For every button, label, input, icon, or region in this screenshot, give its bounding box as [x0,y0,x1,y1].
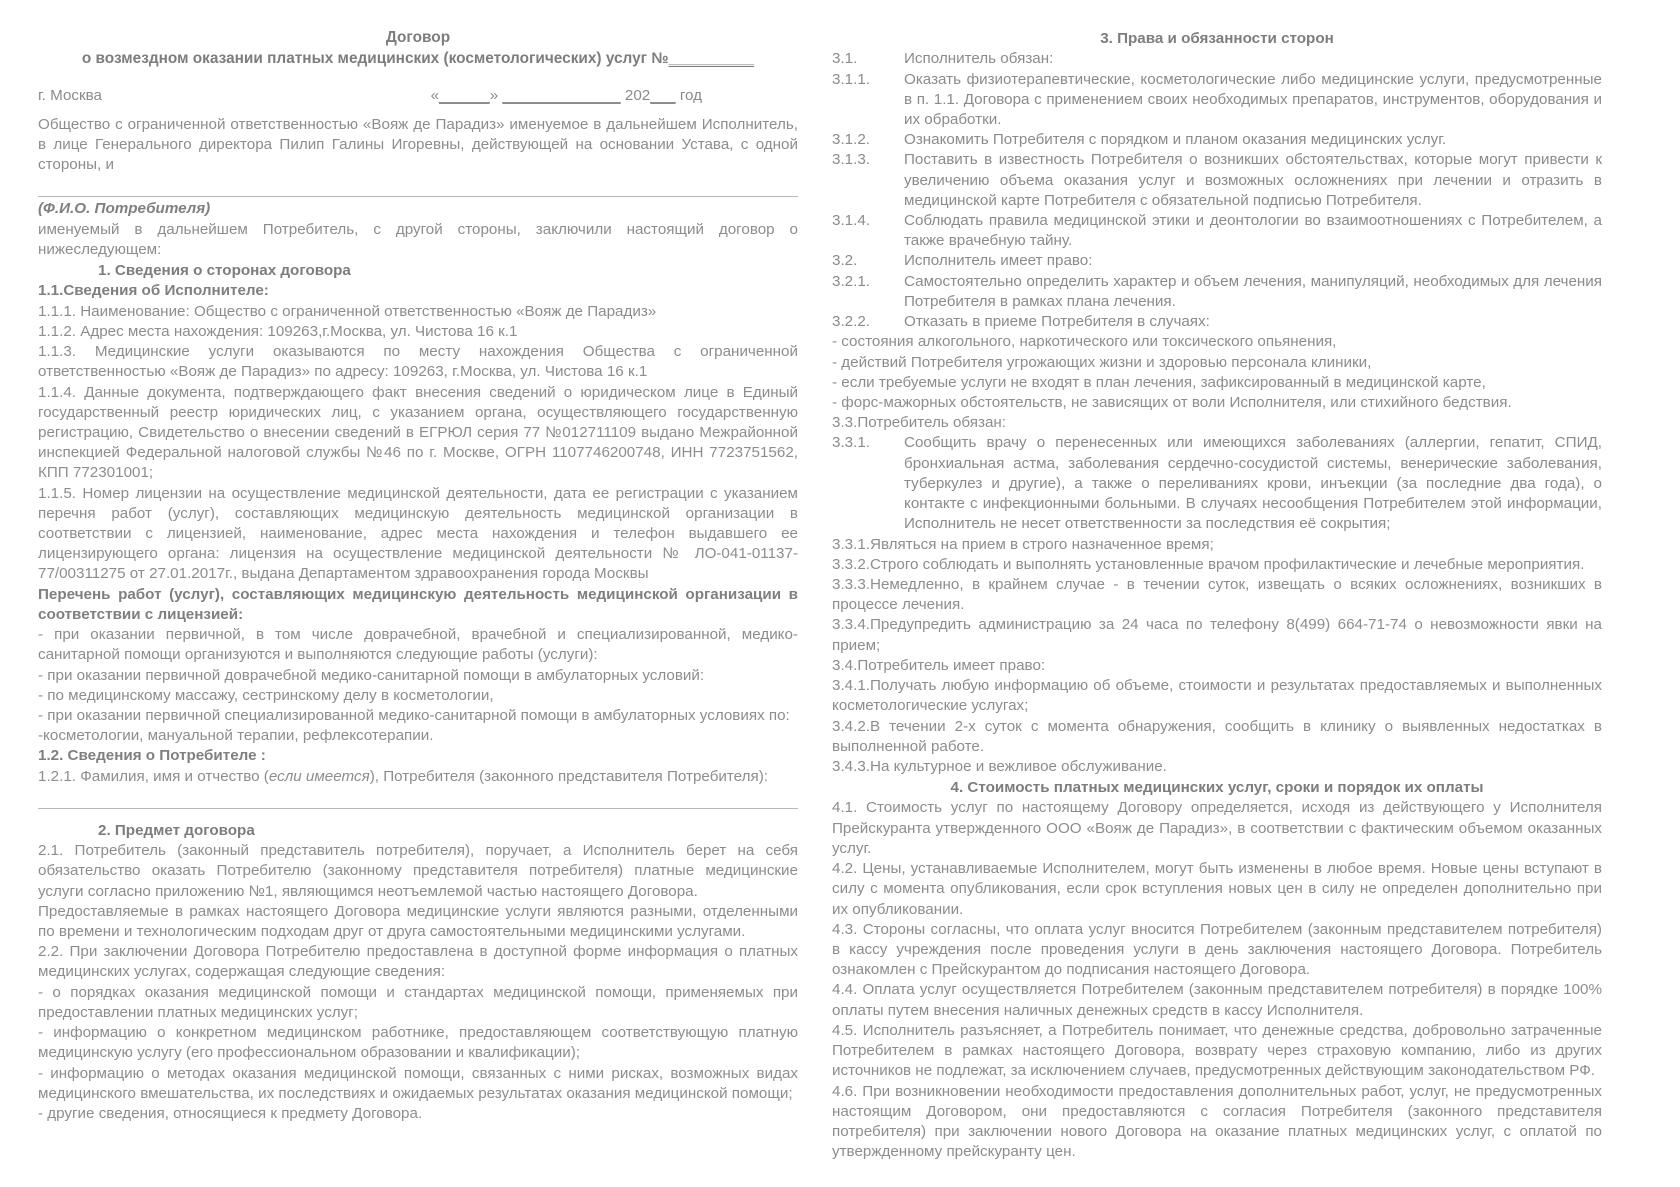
left-column [38,28,798,1124]
date-year-suffix: год [679,86,702,104]
consumer-name-fill-line[interactable] [38,196,798,197]
consumer-fio-caption: (Ф.И.О. Потребителя) [38,200,211,218]
clause-3-3-1-text: Сообщить врачу о перенесенных или имеющихся заболеваниях (аллергии, гепатит, СПИД, бронхиальная астма, заболевания сердечно-сосудистой системы, венерические заболевания, туберкулез и другие), а также о переливаниях крови, инъекции (за последние два года), о контакте с инфекционными больными. В случаях несообщения Потребителем этой информации, Исполнитель не несет ответственности за последствия её сокрытия; [904,434,1602,533]
two-column-layout [38,28,1646,1162]
consumer-right-3: 3.4.3.На культурное и вежливое обслуживание. [832,757,1167,775]
refusal-item-2: - действий Потребителя угрожающих жизни и здоровью персонала клиники, [832,353,1372,371]
date-year-prefix: 202 [624,86,651,104]
consumer-right-2: 3.4.2.В течении 2-х суток с момента обнаружения, сообщить в клинику о выявленных недостатках в выполненной работе. [832,717,1602,755]
license-works-heading: Перечень работ (услуг), составляющих медицинскую деятельность медицинской организации в соответствии с лицензией: [38,585,798,623]
clause-1-1-1: 1.1.1. Наименование: Общество с ограниченной ответственностью «Вояж де Парадиз» [38,302,657,320]
contract-number-blank[interactable]: __________ [668,49,755,67]
clause-1-1-2: 1.1.2. Адрес места нахождения: 109263,г.Москва, ул. Чистова 16 к.1 [38,322,518,340]
clause-3-2-1 [832,272,1602,312]
clause-4-6: 4.6. При возникновении необходимости предоставления дополнительных работ, услуг, не предусмотренных настоящим Договором, они предоставляются с согласия Потребителя (законного представителя потребителя) при заключении нового Договора на оказание платных медицинских услуг, с оплатой по утвержденному прейскуранту цен. [832,1082,1602,1161]
clause-3-1-3-text: Поставить в известность Потребителя о возникших обстоятельствах, которые могут привести к увеличению объема оказания услуг и возможных осложнениях при лечении и отразить в медицинской карте Потребителя с обязательной подписью Потребителя. [904,151,1602,209]
consumer-name-fill-line-2[interactable] [38,808,798,809]
clause-4-2: 4.2. Цены, устанавливаемые Исполнителем, могут быть изменены в любое время. Новые цены вступают в силу с момента опубликования, если срок вступления новых цен в силу не определен дополнительно при их опубликовании. [832,860,1602,918]
clause-2-2-item-1: - о порядках оказания медицинской помощи и стандартах медицинской помощи, применяемых при предоставлении платных медицинских услуг; [38,983,798,1021]
clause-2-1: 2.1. Потребитель (законный представитель потребителя), поручает, а Исполнитель берет на себя обязательство оказать Потребителю (законному представителя потребителя) платные медицинские услуги согласно приложению №1, являющимся неотъемлемой частью настоящего Договора. [38,842,798,900]
consumer-right-1: 3.4.1.Получать любую информацию об объеме, стоимости и результатах предоставляемых и выполненных косметологические услугах; [832,677,1602,715]
consumer-obligation-1: 3.3.1.Являться на прием в строго назначенное время; [832,535,1214,553]
spacer [38,106,798,115]
clause-3-1-number: 3.1. [832,50,858,68]
city-date-row [38,86,798,106]
spacer [38,787,798,803]
clause-3-1-2-text: Ознакомить Потребителя с порядком и планом оказания медицинских услуг. [904,131,1447,149]
clause-4-3: 4.3. Стороны согласны, что оплата услуг вносится Потребителем (законным представителем потребителя) в кассу учреждения после проведения услуги в день заключения настоящего Договора. Потребитель ознакомлен с Прейскурантом до подписания настоящего Договора. [832,920,1602,979]
section-3-4-heading: 3.4.Потребитель имеет право: [832,656,1046,674]
clause-4-5: 4.5. Исполнитель разъясняет, а Потребитель понимает, что денежные средства, добровольно затраченные Потребителем в рамках настоящего Договора, возврату через страховую компанию, либо из других источников не подлежат, за исключением случаев, предусмотренных действующим законодательством РФ. [832,1021,1602,1080]
clause-3-2 [832,251,1602,271]
clause-3-2-2-number: 3.2.2. [832,313,870,331]
section-2-heading: 2. Предмет договора [98,821,255,839]
clause-2-2-item-3: - информацию о методах оказания медицинской помощи, связанных с ними рисках, возможных видах медицинского вмешательства, их последствиях и ожидаемых результатах оказания медицинской помощи; [38,1064,798,1102]
clause-1-2-1-prefix: 1.2.1. Фамилия, имя и отчество ( [38,767,269,785]
clause-1-2-1-suffix: ), Потребителя (законного представителя Потребителя): [369,767,768,785]
consumer-obligation-4: 3.3.4.Предупредить администрацию за 24 часа по телефону 8(499) 664-71-74 о невозможности явки на прием; [832,616,1602,654]
clause-3-1-4 [832,211,1602,251]
document-subtitle-text: о возмездном оказании платных медицинских (косметологических) услуг № [81,49,669,67]
section-4-heading: 4. Стоимость платных медицинских услуг, сроки и порядок их оплаты [950,779,1484,797]
clause-3-2-2-text: Отказать в приеме Потребителя в случаях: [904,313,1210,331]
spacer [38,811,798,820]
clause-3-1-4-number: 3.1.4. [832,212,870,230]
right-column [832,28,1602,1162]
license-item-4: - при оказании первичной специализированной медико-санитарной помощи в амбулаторных условиях по: [38,707,790,724]
clause-3-3-1-number: 3.3.1. [832,434,870,452]
clause-3-1-4-text: Соблюдать правила медицинской этики и деонтологии во взаимоотношениях с Потребителем, а также врачебную тайну. [904,212,1602,250]
spacer [38,175,798,191]
clause-2-1-b: Предоставляемые в рамках настоящего Договора медицинские услуги являются разными, отделенными по времени и технологическим подходам друг от друга самостоятельными медицинскими услугами. [38,902,798,941]
date-field [431,86,702,106]
after-fio-paragraph: именуемый в дальнейшем Потребитель, с другой стороны, заключили настоящий договор о нижеследующем: [38,220,798,258]
clause-3-2-1-number: 3.2.1. [832,272,870,290]
license-item-1: - при оказании первичной, в том числе доврачебной, врачебной и специализированной, медико-санитарной помощи организуются и выполняются следующие работы (услуги): [38,626,798,664]
clause-2-2-item-4: - другие сведения, относящиеся к предмету Договора. [38,1105,423,1122]
section-3-heading: 3. Права и обязанности сторон [1100,30,1334,47]
clause-3-1-text: Исполнитель обязан: [904,50,1054,68]
clause-4-4: 4.4. Оплата услуг осуществляется Потребителем (законным представителем потребителя) в порядке 100% оплаты путем внесения наличных денежных средств в кассу Исполнителя. [832,981,1602,1019]
date-close-quote: » [489,86,499,104]
date-day-blank[interactable]: ______ [439,86,490,104]
clause-1-1-5: 1.1.5. Номер лицензии на осуществление медицинской деятельности, дата ее регистрации с указанием перечня работ (услуг), составляющих медицинскую деятельность медицинской организации в соответствии с лицензией, наименование, адрес места нахождения и телефон выдавшего ее лицензирующего органа: лицензия на осуществление медицинской деятельности № ЛО-041-01137-77/00311275 от 27.01.2017г., выдана Департаментом здравоохранения города Москвы [38,484,798,583]
clause-3-1-1-number: 3.1.1. [832,70,870,88]
document-subtitle [38,49,798,70]
clause-3-1-2-number: 3.1.2. [832,131,870,149]
consumer-obligation-3: 3.3.3.Немедленно, в крайнем случае - в течении суток, извещать о всяких осложнениях, возникших в процессе лечения. [832,575,1602,614]
clause-3-3-1-detail [832,433,1602,534]
clause-3-2-number: 3.2. [832,252,858,270]
clause-3-1-2 [832,130,1602,150]
date-year-blank[interactable]: ___ [650,86,676,104]
refusal-item-3: - если требуемые услуги не входят в план лечения, зафиксированный в медицинской карте, [832,373,1486,391]
clause-1-2-1-italic: если имеется [268,767,370,785]
section-3-3-heading: 3.3.Потребитель обязан: [832,414,1006,432]
license-item-3: - по медицинскому массажу, сестринскому делу в косметологии, [38,686,494,704]
spacer [38,70,798,86]
clause-3-2-text: Исполнитель имеет право: [904,252,1093,270]
clause-1-1-3: 1.1.3. Медицинские услуги оказываются по месту нахождения Общества с ограниченной ответственностью «Вояж де Парадиз» по адресу: 109263, г.Москва, ул. Чистова 16 к.1 [38,343,798,381]
refusal-item-1: - состояния алкогольного, наркотического или токсического опьянения, [832,333,1337,351]
consumer-obligation-2: 3.3.2.Строго соблюдать и выполнять установленные врачом профилактические и лечебные мероприятия. [832,555,1585,573]
document-title: Договор [385,29,451,46]
clause-3-1-1 [832,70,1602,131]
date-open-quote: « [430,86,440,104]
clause-2-2: 2.2. При заключении Договора Потребителю предоставлена в доступной форме информация о платных медицинских услугах, содержащая следующие сведения: [38,943,798,981]
clause-2-2-item-2: - информацию о конкретном медицинском работнике, предоставляющем соответствующую платную медицинскую услугу (его профессиональном образовании и квалификации); [38,1024,798,1062]
section-1-heading: 1. Сведения о сторонах договора [98,262,351,280]
city-label: г. Москва [38,86,102,104]
clause-1-2-1 [38,767,798,787]
date-month-blank[interactable]: ______________ [502,86,621,104]
clause-3-1-3-number: 3.1.3. [832,151,870,169]
license-item-5: -косметологии, мануальной терапии, рефлексотерапии. [38,727,434,745]
refusal-item-4: - форс-мажорных обстоятельств, не зависящих от воли Исполнителя, или стихийного бедствия. [832,394,1512,411]
section-1-2-heading: 1.2. Сведения о Потребителе : [38,747,266,765]
preamble-paragraph: Общество с ограниченной ответственностью «Вояж де Парадиз» именуемое в дальнейшем Исполнитель, в лице Генерального директора Пилип Галины Игоревны, действующей на основании Устава, с одной стороны, и [38,115,798,174]
clause-3-1-3 [832,150,1602,211]
clause-1-1-4: 1.1.4. Данные документа, подтверждающего факт внесения сведений о юридическом лице в Единый государственный реестр юридических лиц, с указанием органа, осуществляющего государственную регистрацию, Свидетельство о внесении сведений в ЕГРЮЛ серия 77 №012711109 выдано Межрайонной инспекцией Федеральной налоговой службы №46 по г. Москве, ОГРН 1107746200748, ИНН 7723751562, КПП 772301001; [38,383,798,482]
section-1-1-heading: 1.1.Сведения об Исполнителе: [38,282,269,300]
clause-3-1-1-text: Оказать физиотерапевтические, косметологические либо медицинские услуги, предусмотренные в п. 1.1. Договора с применением своих необходимых препаратов, инструментов, оборудования и их обработки. [904,70,1602,128]
clause-4-1: 4.1. Стоимость услуг по настоящему Договору определяется, исходя из действующего у Исполнителя Прейскуранта утвержденного ООО «Вояж де Парадиз», в соответствии с фактическим объемом оказанных услуг. [832,799,1602,857]
license-item-2: - при оказании первичной доврачебной медико-санитарной помощи в амбулаторных условий: [38,666,705,684]
clause-3-2-2 [832,312,1602,332]
clause-3-1 [832,49,1602,69]
clause-3-2-1-text: Самостоятельно определить характер и объем лечения, манипуляций, необходимых для лечения Потребителя в рамках плана лечения. [904,272,1602,310]
